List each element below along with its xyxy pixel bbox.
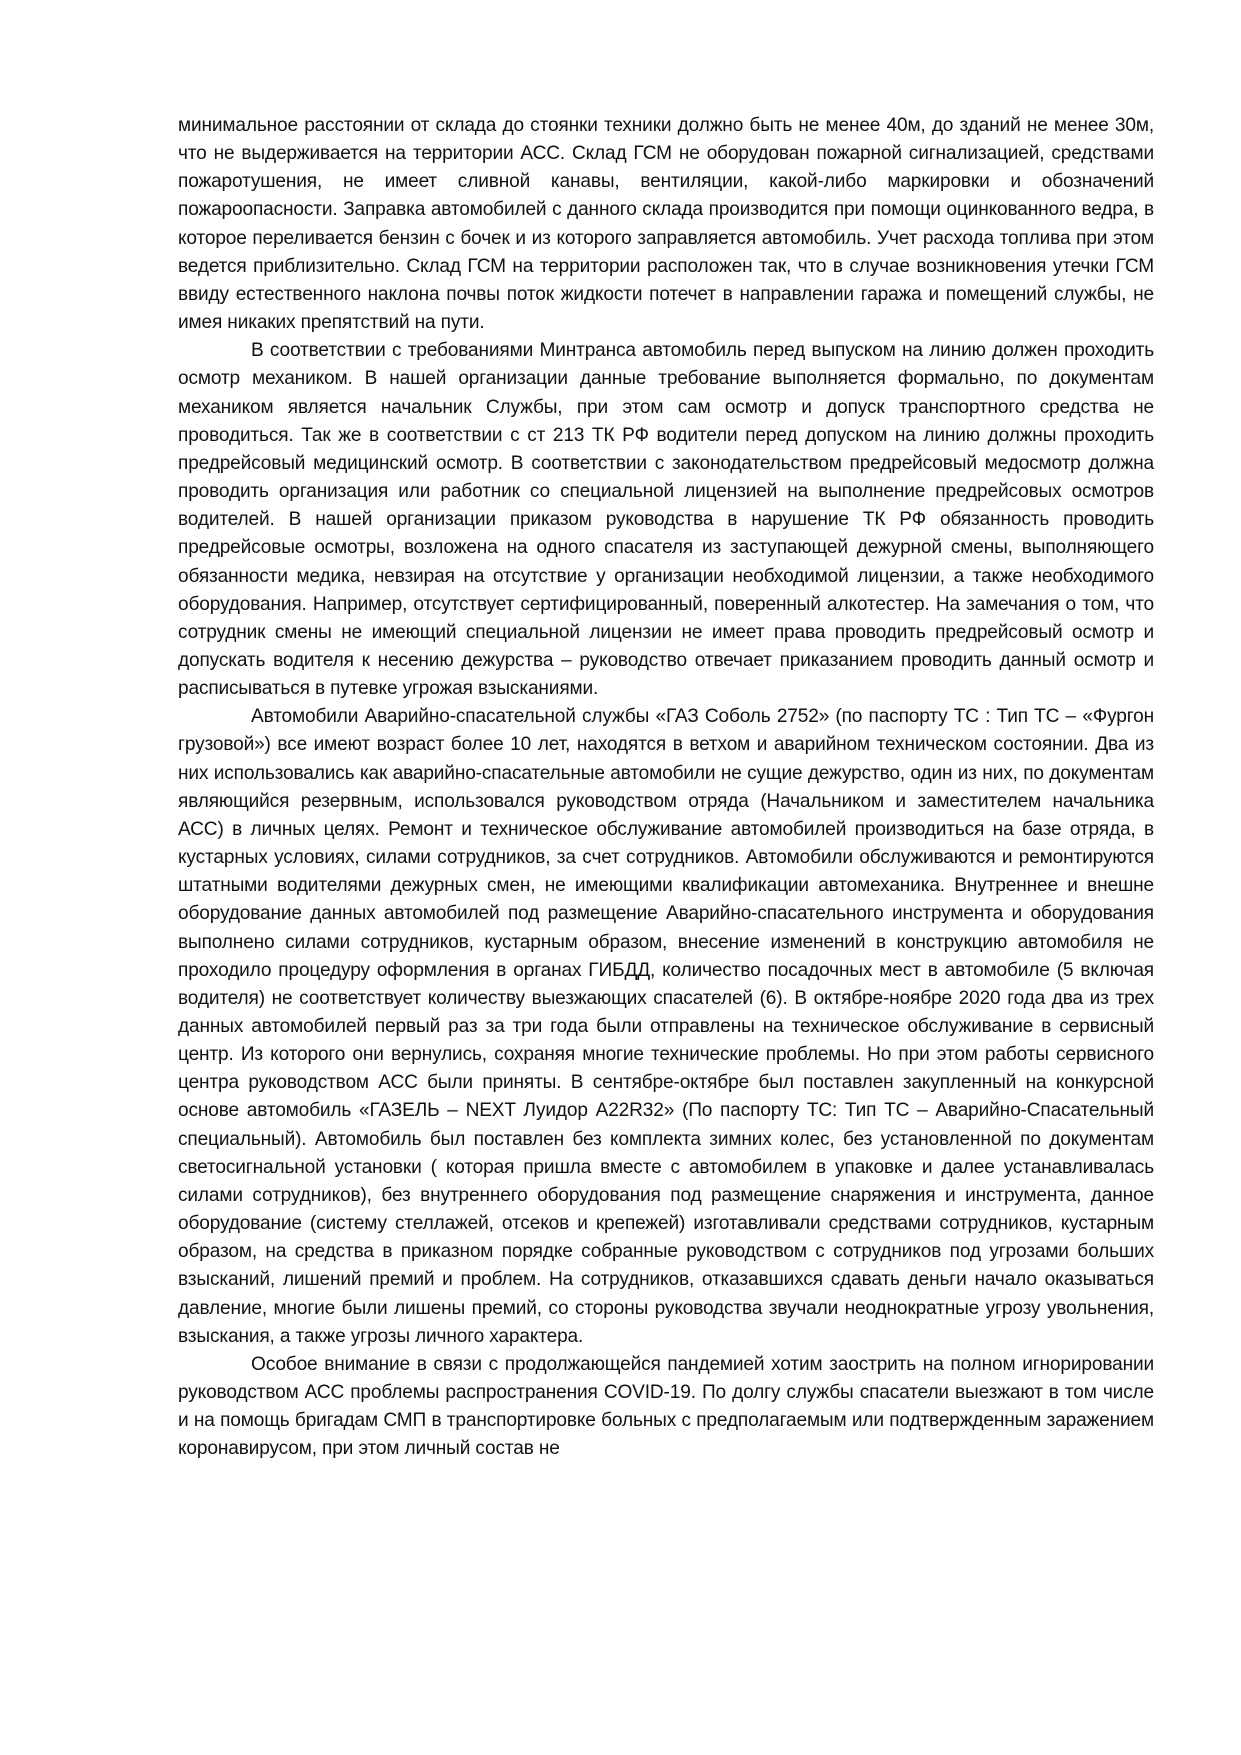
document-page [178,112,1154,1464]
paragraph-fuel-depot: минимальное расстоянии от склада до стоянки техники должно быть не менее 40м, до зданий не менее 30м, что не выдерживается на территории АСС. Склад ГСМ не оборудован пожарной сигнализацией, средствами пожаротушения, не имеет сливной канавы, вентиляции, какой-либо маркировки и обозначений пожароопасности. Заправка автомобилей с данного склада производится при помощи оцинкованного ведра, в которое переливается бензин с бочек и из которого заправляется автомобиль. Учет расхода топлива при этом ведется приблизительно. Склад ГСМ на территории расположен так, что в случае возникновения утечки ГСМ ввиду естественного наклона почвы поток жидкости потечет в направлении гаража и помещений службы, не имея никаких препятствий на пути. [178,115,1154,334]
paragraph-covid: Особое внимание в связи с продолжающейся пандемией хотим заострить на полном игнорировании руководством АСС проблемы распространения COVID-19. По долгу службы спасатели выезжают в том числе и на помощь бригадам СМП в транспортировке больных с предполагаемым или подтвержденным заражением коронавирусом, при этом личный состав не [178,1353,1154,1460]
paragraph-vehicle-inspection: В соответствии с требованиями Минтранса автомобиль перед выпуском на линию должен проходить осмотр механиком. В нашей организации данные требование выполняется формально, по документам механиком является начальник Службы, при этом сам осмотр и допуск транспортного средства не проводиться. Так же в соответствии с ст 213 ТК РФ водители перед допуском на линию должны проходить предрейсовый медицинский осмотр. В соответствии с законодательством предрейсовый медосмотр должна проводить организация или работник со специальной лицензией на выполнение предрейсовых осмотров водителей. В нашей организации приказом руководства в нарушение ТК РФ обязанность проводить предрейсовые осмотры, возложена на одного спасателя из заступающей дежурной смены, выполняющего обязанности медика, невзирая на отсутствие у организации необходимой лицензии, а также необходимого оборудования. Например, отсутствует сертифицированный, поверенный алкотестер. На замечания о том, что сотрудник смены не имеющий специальной лицензии не имеет права проводить предрейсовый осмотр и допускать водителя к несению дежурства – руководство отвечает приказанием проводить данный осмотр и расписываться в путевке угрожая взысканиями. [178,340,1154,700]
paragraph-vehicles-condition: Автомобили Аварийно-спасательной службы «ГАЗ Соболь 2752» (по паспорту ТС : Тип ТС – «Фургон грузовой») все имеют возраст более 10 лет, находятся в ветхом и аварийном техническом состоянии. Два из них использовались как аварийно-спасательные автомобили не сущие дежурство, один из них, по документам являющийся резервным, использовался руководством отряда (Начальником и заместителем начальника АСС) в личных целях. Ремонт и техническое обслуживание автомобилей производиться на базе отряда, в кустарных условиях, силами сотрудников, за счет сотрудников. Автомобили обслуживаются и ремонтируются штатными водителями дежурных смен, не имеющими квалификации автомеханика. Внутреннее и внешне оборудование данных автомобилей под размещение Аварийно-спасательного инструмента и оборудования выполнено силами сотрудников, кустарным образом, внесение изменений в конструкцию автомобиля не проходило процедуру оформления в органах ГИБДД, количество посадочных мест в автомобиле (5 включая водителя) не соответствует количеству выезжающих спасателей (6). В октябре-ноябре 2020 года два из трех данных автомобилей первый раз за три года были отправлены на техническое обслуживание в сервисный центр. Из которого они вернулись, сохраняя многие технические проблемы. Но при этом работы сервисного центра руководством АСС были приняты. В сентябре-октябре был поставлен закупленный на конкурсной основе автомобиль «ГАЗЕЛЬ – NEXT Луидор А22R32» (По паспорту ТС: Тип ТС – Аварийно-Спасательный специальный). Автомобиль был поставлен без комплекта зимних колес, без установленной по документам светосигнальной установки ( которая пришла вместе с автомобилем в упаковке и далее устанавливалась силами сотрудников), без внутреннего оборудования под размещение снаряжения и инструмента, данное оборудование (систему стеллажей, отсеков и крепежей) изготавливали средствами сотрудников, кустарным образом, на средства в приказном порядке собранные руководством с сотрудников под угрозами больших взысканий, лишений премий и проблем. На сотрудников, отказавшихся сдавать деньги начало оказываться давление, многие были лишены премий, со стороны руководства звучали неоднократные угрозу увольнения, взыскания, а также угрозы личного характера. [178,706,1154,1347]
